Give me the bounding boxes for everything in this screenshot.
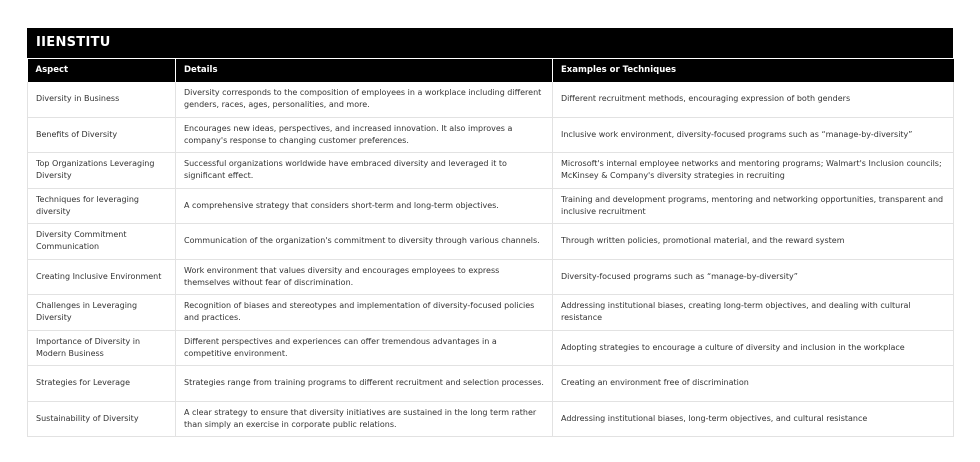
table-row bbox=[28, 188, 954, 224]
table-row bbox=[28, 117, 954, 153]
cell-details: A comprehensive strategy that considers short-term and long-term objectives. bbox=[176, 188, 553, 224]
diversity-table bbox=[27, 58, 954, 437]
table-header bbox=[28, 59, 954, 82]
cell-examples: Different recruitment methods, encouraging expression of both genders bbox=[553, 82, 954, 118]
cell-details: Encourages new ideas, perspectives, and increased innovation. It also improves a company's response to changing customer preferences. bbox=[176, 117, 553, 153]
cell-aspect: Benefits of Diversity bbox=[28, 117, 176, 153]
cell-details: Successful organizations worldwide have embraced diversity and leveraged it to significant effect. bbox=[176, 153, 553, 189]
cell-examples: Diversity-focused programs such as “manage-by-diversity” bbox=[553, 259, 954, 295]
brand-title: IIENSTITU bbox=[27, 28, 953, 58]
table-row bbox=[28, 224, 954, 260]
cell-examples: Through written policies, promotional material, and the reward system bbox=[553, 224, 954, 260]
cell-examples: Inclusive work environment, diversity-focused programs such as “manage-by-diversity” bbox=[553, 117, 954, 153]
table-row bbox=[28, 295, 954, 331]
table-row bbox=[28, 366, 954, 402]
table-row bbox=[28, 82, 954, 118]
cell-examples: Addressing institutional biases, creating long-term objectives, and dealing with cultural resistance bbox=[553, 295, 954, 331]
cell-details: Communication of the organization's commitment to diversity through various channels. bbox=[176, 224, 553, 260]
cell-aspect: Diversity in Business bbox=[28, 82, 176, 118]
cell-aspect: Diversity Commitment Communication bbox=[28, 224, 176, 260]
cell-aspect: Strategies for Leverage bbox=[28, 366, 176, 402]
table-row bbox=[28, 401, 954, 437]
cell-details: Recognition of biases and stereotypes and implementation of diversity-focused policies and practices. bbox=[176, 295, 553, 331]
cell-aspect: Creating Inclusive Environment bbox=[28, 259, 176, 295]
table-row bbox=[28, 153, 954, 189]
cell-aspect: Techniques for leveraging diversity bbox=[28, 188, 176, 224]
diversity-table-card bbox=[27, 28, 953, 437]
cell-aspect: Importance of Diversity in Modern Business bbox=[28, 330, 176, 366]
cell-examples: Training and development programs, mentoring and networking opportunities, transparent and inclusive recruitment bbox=[553, 188, 954, 224]
cell-examples: Adopting strategies to encourage a culture of diversity and inclusion in the workplace bbox=[553, 330, 954, 366]
cell-details: Strategies range from training programs to different recruitment and selection processes. bbox=[176, 366, 553, 402]
cell-details: A clear strategy to ensure that diversity initiatives are sustained in the long term rather than simply an exercise in corporate public relations. bbox=[176, 401, 553, 437]
cell-aspect: Sustainability of Diversity bbox=[28, 401, 176, 437]
cell-examples: Creating an environment free of discrimination bbox=[553, 366, 954, 402]
cell-details: Different perspectives and experiences can offer tremendous advantages in a competitive environment. bbox=[176, 330, 553, 366]
column-header-aspect: Aspect bbox=[28, 59, 176, 82]
cell-aspect: Top Organizations Leveraging Diversity bbox=[28, 153, 176, 189]
table-row bbox=[28, 259, 954, 295]
table-body bbox=[28, 82, 954, 437]
column-header-examples: Examples or Techniques bbox=[553, 59, 954, 82]
header-row bbox=[28, 59, 954, 82]
cell-examples: Microsoft's internal employee networks and mentoring programs; Walmart's Inclusion councils; McKinsey & Company's diversity strategies in recruiting bbox=[553, 153, 954, 189]
cell-aspect: Challenges in Leveraging Diversity bbox=[28, 295, 176, 331]
column-header-details: Details bbox=[176, 59, 553, 82]
cell-details: Work environment that values diversity and encourages employees to express themselves without fear of discrimination. bbox=[176, 259, 553, 295]
cell-examples: Addressing institutional biases, long-term objectives, and cultural resistance bbox=[553, 401, 954, 437]
table-row bbox=[28, 330, 954, 366]
cell-details: Diversity corresponds to the composition of employees in a workplace including different genders, races, ages, personalities, and more. bbox=[176, 82, 553, 118]
